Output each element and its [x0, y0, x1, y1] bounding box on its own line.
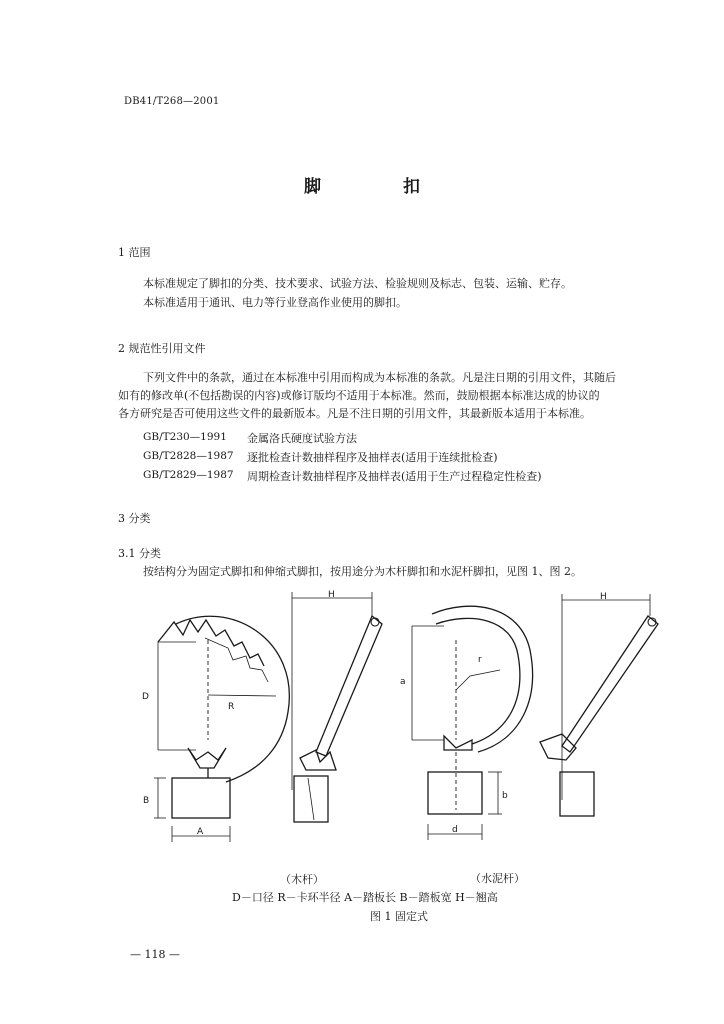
reference-name: 逐批检查计数抽样程序及抽样表(适用于连续批检查) — [247, 451, 498, 464]
label-H: H — [328, 590, 335, 600]
label-r: r — [478, 655, 482, 665]
label-D: D — [142, 692, 149, 702]
page-number: — 118 — — [130, 948, 180, 961]
section-2-paragraph-line-2: 如有的修改单(不包括勘误的内容)或修订版均不适用于本标准。然而，鼓励根据本标准达成的协议的 — [118, 389, 600, 402]
section-3-1-heading: 3.1 分类 — [118, 547, 161, 560]
section-1-paragraph-2: 本标准适用于通讯、电力等行业登高作业使用的脚扣。 — [143, 296, 407, 309]
figure-legend: D－口径 R－卡环半径 A－踏板长 B－踏板宽 H－翘高 — [232, 891, 498, 904]
section-2-paragraph-line-3: 各方研究是否可使用这些文件的最新版本。凡是不注日期的引用文件，其最新版本适用于本标准。 — [118, 407, 591, 420]
reference-code: GB/T2829—1987 — [143, 469, 234, 481]
section-2-paragraph-line-1: 下列文件中的条款，通过在本标准中引用而构成为本标准的条款。凡是注日期的引用文件，其随后 — [143, 371, 616, 384]
label-b: b — [502, 791, 508, 801]
label-d: d — [452, 825, 458, 835]
figure-caption: 图 1 固定式 — [370, 910, 428, 923]
label-H: H — [600, 592, 607, 602]
section-1-heading: 1 范围 — [118, 246, 151, 259]
reference-name: 周期检查计数抽样程序及抽样表(适用于生产过程稳定性检查) — [247, 470, 542, 483]
wood-pole-clamp-side-view — [292, 592, 382, 822]
section-3-1-paragraph: 按结构分为固定式脚扣和伸缩式脚扣，按用途分为木杆脚扣和水泥杆脚扣，见图 1、图 2。 — [143, 565, 582, 578]
cement-pole-clamp-side-view — [540, 594, 658, 816]
label-R: R — [228, 702, 235, 712]
wood-pole-clamp-front-view — [154, 616, 289, 842]
standard-number: DB41/T268—2001 — [124, 96, 220, 107]
sub-caption-cement-pole: （水泥杆） — [470, 872, 525, 885]
reference-code: GB/T2828—1987 — [143, 450, 234, 462]
document-title: 脚 扣 — [304, 177, 458, 197]
section-3-heading: 3 分类 — [118, 512, 151, 525]
label-B: B — [143, 796, 150, 806]
label-a: a — [400, 677, 406, 687]
reference-name: 金属洛氏硬度试验方法 — [247, 432, 357, 445]
sub-caption-wood-pole: （木杆） — [280, 873, 324, 886]
cement-pole-clamp-front-view — [412, 606, 533, 840]
reference-code: GB/T230—1991 — [143, 431, 227, 443]
label-A: A — [197, 827, 204, 837]
section-1-paragraph-1: 本标准规定了脚扣的分类、技术要求、试验方法、检验规则及标志、包装、运输、贮存。 — [143, 277, 572, 290]
section-2-heading: 2 规范性引用文件 — [118, 342, 206, 355]
